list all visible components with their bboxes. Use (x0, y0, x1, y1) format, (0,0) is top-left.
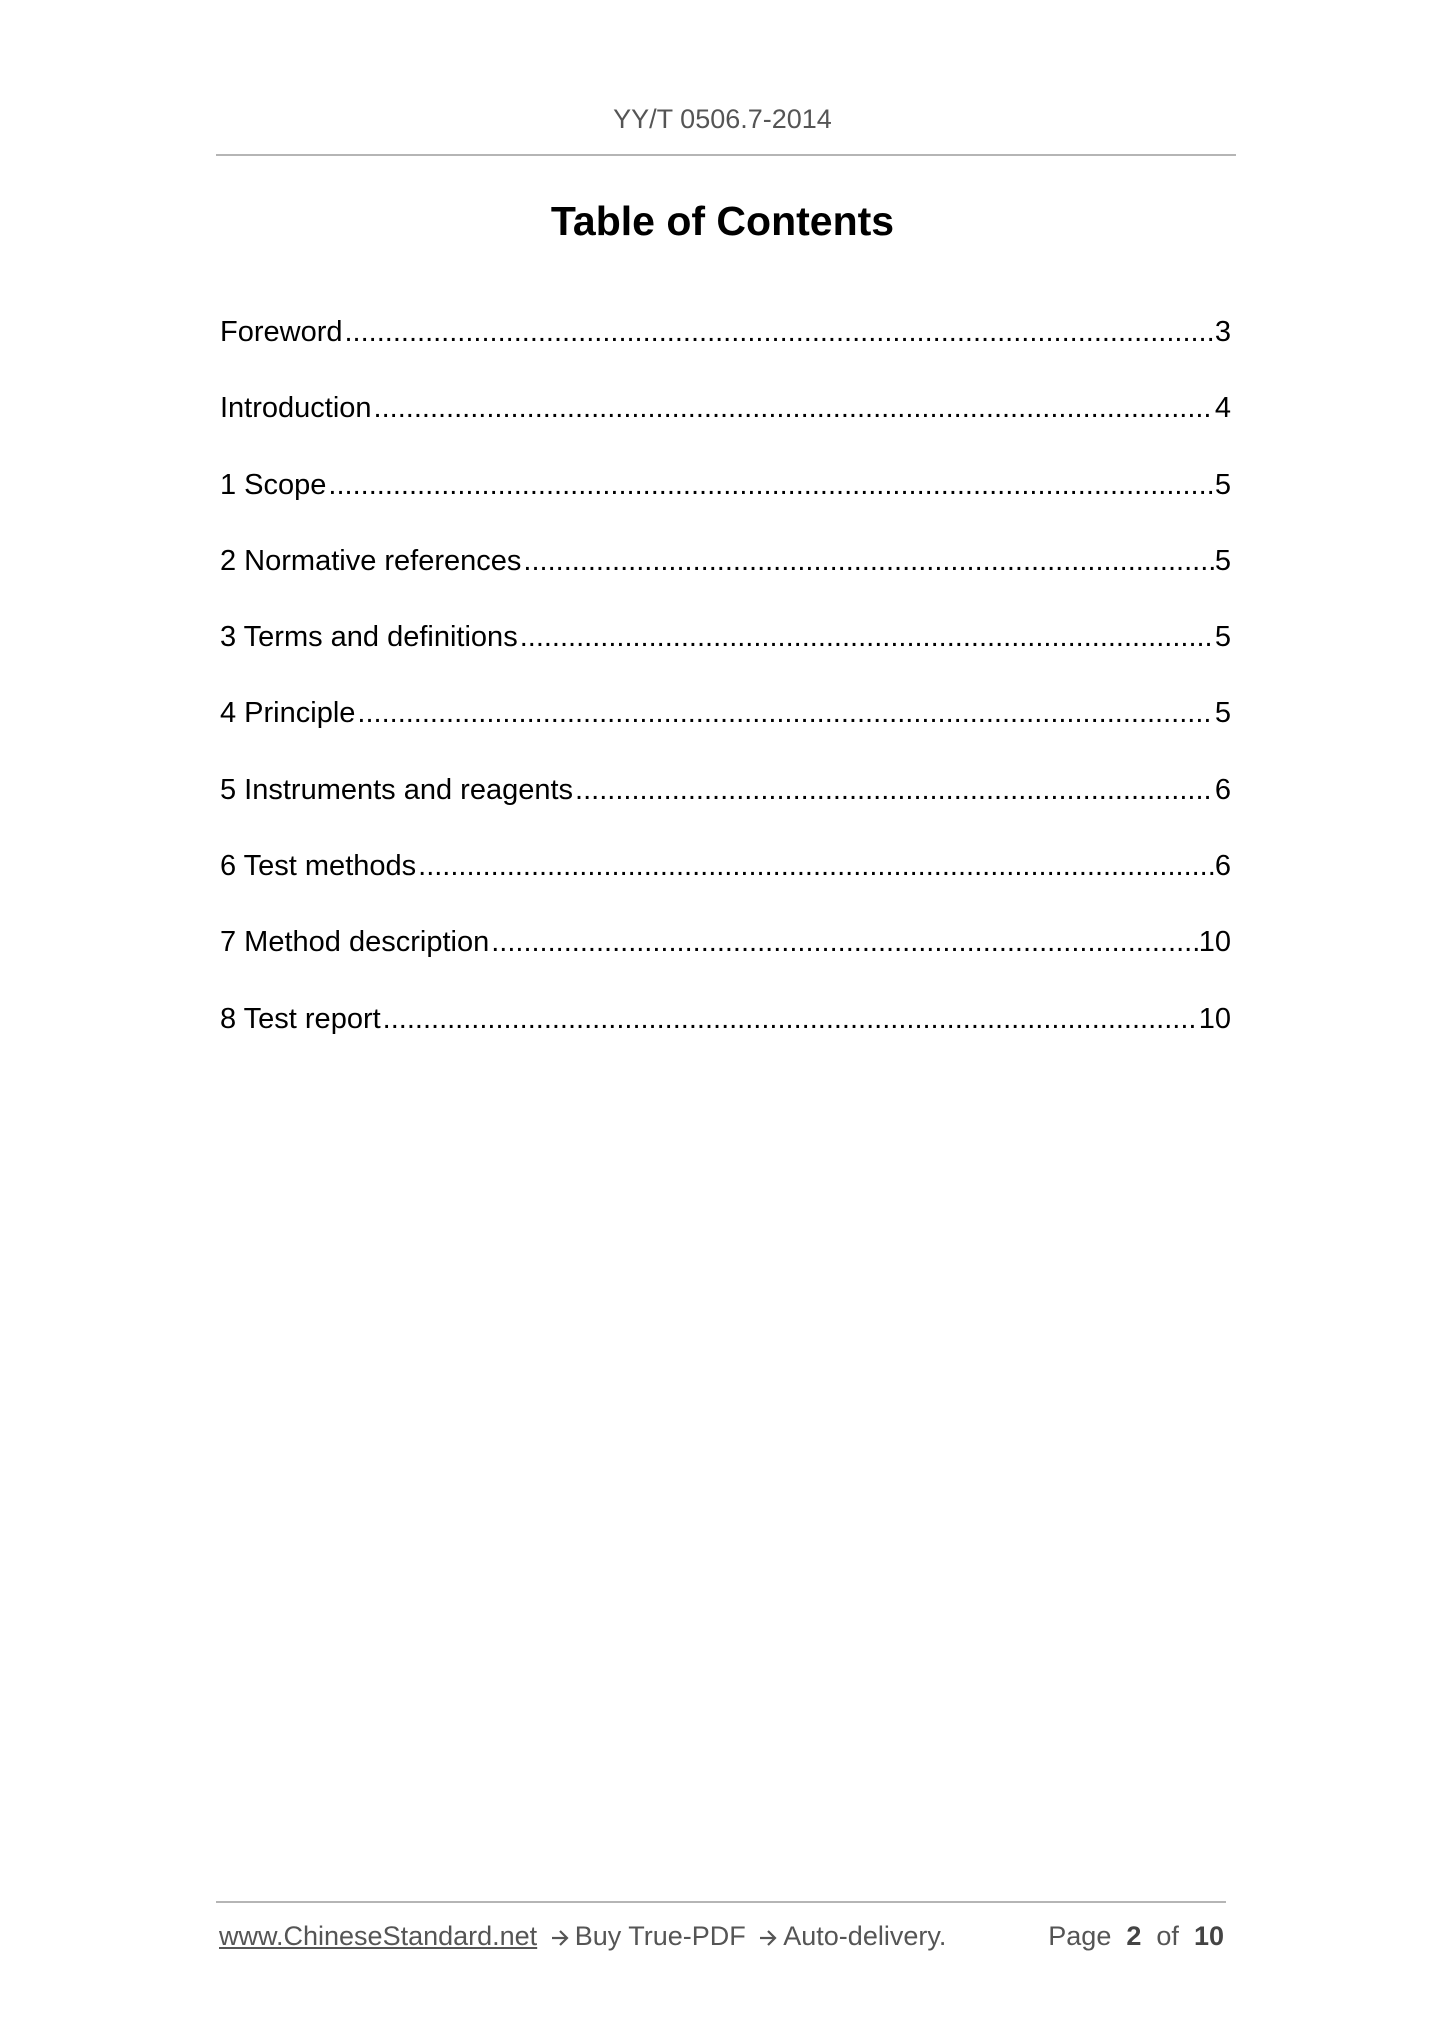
toc-entry-label: Foreword (220, 316, 343, 348)
footer-promo (219, 1921, 946, 1952)
right-arrow-icon (759, 1921, 777, 1952)
toc-entry-page: 10 (1198, 926, 1231, 959)
toc-entry-foreword[interactable] (220, 316, 1231, 392)
dot-leader (383, 1003, 1198, 1036)
footer-divider (216, 1901, 1226, 1903)
toc-entry-label: 5 Instruments and reagents (220, 773, 574, 806)
toc-entry-label: 7 Method description (220, 926, 490, 959)
toc-entry-label: 3 Terms and definitions (220, 621, 518, 654)
toc-entry-label: 2 Normative references (220, 544, 522, 577)
dot-leader (374, 392, 1214, 425)
website-link[interactable]: www.ChineseStandard.net (219, 1921, 538, 1951)
toc-entry-label: Introduction (220, 392, 372, 425)
toc-entry-test-report[interactable] (220, 1003, 1231, 1079)
dot-leader (328, 469, 1213, 502)
buy-text: Buy True-PDF (574, 1921, 746, 1951)
toc-entry-introduction[interactable] (220, 392, 1231, 468)
dot-leader (418, 850, 1214, 883)
toc-entry-page: 10 (1198, 1002, 1231, 1035)
toc-entry-label: 1 Scope (220, 468, 327, 501)
toc-entry-method-description[interactable] (220, 926, 1231, 1002)
toc-entry-test-methods[interactable] (220, 850, 1231, 926)
document-code: YY/T 0506.7-2014 (613, 104, 832, 134)
dot-leader (491, 926, 1198, 959)
total-pages: 10 (1193, 1921, 1224, 1951)
header-divider (216, 154, 1236, 156)
toc-entry-normative-references[interactable] (220, 545, 1231, 621)
toc-entry-scope[interactable] (220, 469, 1231, 545)
right-arrow-icon (551, 1921, 569, 1952)
toc-entry-page: 5 (1214, 544, 1231, 577)
toc-entry-page: 5 (1214, 697, 1231, 730)
toc-entry-page: 6 (1214, 850, 1231, 883)
dot-leader (520, 621, 1214, 654)
toc-entry-page: 5 (1214, 621, 1231, 654)
page-indicator (1048, 1921, 1224, 1952)
toc-entry-page: 5 (1214, 468, 1231, 501)
dot-leader (523, 545, 1213, 578)
toc-entry-principle[interactable] (220, 697, 1231, 773)
toc-entry-terms-definitions[interactable] (220, 621, 1231, 697)
table-of-contents (220, 316, 1231, 1079)
of-word: of (1156, 1921, 1179, 1951)
dot-leader (357, 697, 1213, 730)
toc-entry-page: 6 (1214, 773, 1231, 806)
dot-leader (345, 316, 1214, 349)
page-word: Page (1048, 1921, 1112, 1951)
dot-leader (575, 774, 1214, 807)
current-page-number: 2 (1126, 1921, 1142, 1951)
toc-entry-label: 4 Principle (220, 697, 356, 730)
toc-entry-page: 3 (1214, 316, 1231, 348)
toc-entry-page: 4 (1214, 392, 1231, 425)
toc-entry-label: 6 Test methods (220, 850, 417, 883)
toc-entry-label: 8 Test report (220, 1002, 381, 1035)
toc-entry-instruments-reagents[interactable] (220, 774, 1231, 850)
delivery-text: Auto-delivery. (783, 1921, 947, 1951)
page-title: Table of Contents (550, 198, 895, 244)
